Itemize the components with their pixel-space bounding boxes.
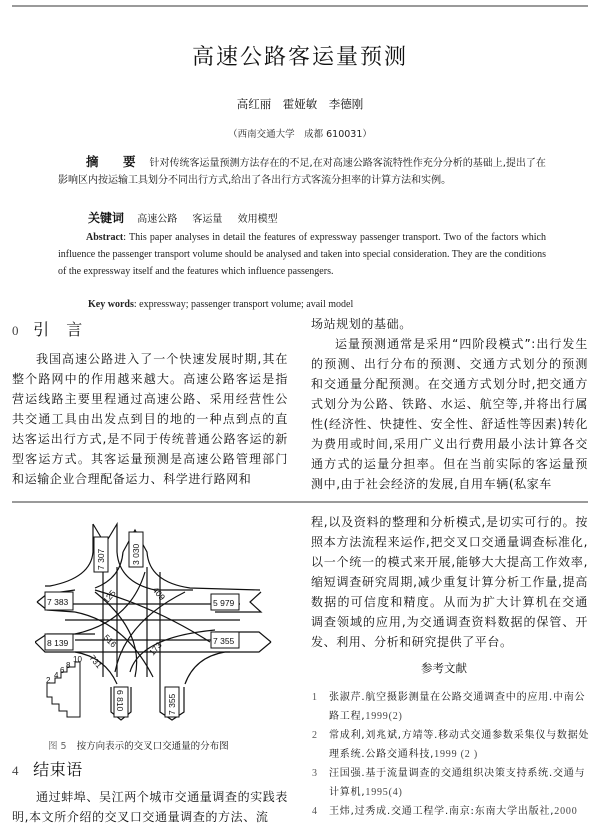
label-west-in: 8 139 bbox=[47, 638, 69, 648]
reference-item bbox=[312, 688, 590, 726]
label-south-out: 7 355 bbox=[167, 693, 177, 715]
label-diag-sw-outer: 731 bbox=[87, 652, 105, 671]
label-diag-nw: 125 bbox=[100, 587, 118, 606]
reference-text: 常成利,刘兆斌,方靖等.移动式交通参数采集仪与数据处理系统.公路交通科技, bbox=[329, 730, 590, 760]
affiliation: （西南交通大学 成都 610031） bbox=[228, 129, 372, 140]
section4-right-column bbox=[311, 512, 588, 652]
reference-item bbox=[312, 726, 590, 764]
paragraph: 场站规划的基础。 bbox=[311, 317, 412, 331]
section0-right-column bbox=[311, 314, 588, 494]
keywords-en: Key words: expressway; passenger transport volume; avail model bbox=[88, 299, 354, 310]
abstract-en-text: This paper analyses in detail the features of expressway passenger transport. Two of the factors which influence the passenger transport volume should be analysed and taken into special consideration. They are the conditions of the expressway itself and the features which influence passengers. bbox=[58, 232, 546, 277]
reference-year: 1999(2) bbox=[365, 711, 403, 722]
section-heading bbox=[12, 320, 288, 341]
paragraph: 我国高速公路进入了一个快速发展时期,其在整个路网中的作用越来越大。高速公路客运是指营运线路主要里程通过高速公路、采用经营性公共交通工具由出发点到目的地的一种点到点的直达客运出行方式,是不同于传统普通公路客运的新型客运方式。其客运量预测是高速公路管理部门和运输企业合理配备运力、科学进行路网和 bbox=[12, 352, 288, 486]
label-south-in: 6 810 bbox=[115, 690, 125, 712]
keyword: 客运量 bbox=[192, 214, 223, 225]
reference-number: 3 bbox=[312, 768, 318, 779]
reference-year: 2000 bbox=[554, 806, 578, 817]
label-north-out: 3 030 bbox=[131, 543, 141, 565]
label-east-out: 7 355 bbox=[213, 636, 235, 646]
label-east-in: 5 979 bbox=[213, 598, 235, 608]
reference-text: 汪国强.基于流量调查的交通组织决策支持系统.交通与计算机, bbox=[329, 768, 586, 798]
paragraph: 运量预测通常是采用“四阶段模式”:出行发生的预测、出行分布的预测、交通方式划分的预测和交通量分配预测。在交通方式划分时,把交通方式划分为公路、铁路、水运、航空等,并将出行属性(经济性、快捷性、安全性、舒适性等因素)转化为费用或时间,采用广义出行费用最小法计算各交通方式的运量分担率。但在当前实际的客运量预测中,由于社会经济的发展,自用车辆(私家车 bbox=[311, 337, 588, 491]
references-list bbox=[312, 688, 590, 821]
figure-number: 图 5 bbox=[48, 741, 67, 752]
reference-year: 1999 (2 ) bbox=[434, 749, 479, 760]
keywords-en-label: Key words bbox=[88, 299, 134, 310]
top-rule bbox=[12, 5, 588, 7]
section-number: 4 bbox=[12, 763, 20, 778]
section-heading bbox=[12, 760, 288, 781]
reference-text: 张淑芹.航空摄影测量在公路交通调查中的应用.中南公路工程, bbox=[329, 692, 586, 722]
abstract-cn-text: 针对传统客运量预测方法存在的不足,在对高速公路客流特性作充分分析的基础上,提出了在影响区内按运输工具划分不同出行方式,给出了各出行方式客流分担率的计算方法和实例。 bbox=[58, 158, 546, 186]
figure-caption bbox=[48, 738, 229, 752]
reference-number: 1 bbox=[312, 692, 318, 703]
keyword: 高速公路 bbox=[137, 214, 178, 225]
abstract-en-label: Abstract bbox=[86, 232, 124, 243]
keyword: 效用模型 bbox=[237, 214, 278, 225]
scale-tick: 10 bbox=[73, 655, 82, 664]
section-number: 0 bbox=[12, 323, 20, 338]
reference-number: 4 bbox=[312, 806, 318, 817]
figure-caption-text: 按方向表示的交叉口交通量的分布图 bbox=[76, 741, 229, 752]
section-title: 引 言 bbox=[33, 320, 83, 339]
keywords-en-text: expressway; passenger transport volume; avail model bbox=[139, 299, 354, 310]
reference-year: 1995(4) bbox=[365, 787, 403, 798]
label-diag-se: 173 bbox=[146, 639, 164, 658]
reference-text: 王炜,过秀成.交通工程学.南京:东南大学出版社, bbox=[329, 806, 555, 817]
section-title: 结束语 bbox=[33, 760, 83, 779]
reference-item bbox=[312, 764, 590, 802]
scale-tick: 4 bbox=[54, 671, 59, 680]
scale-tick: 2 bbox=[46, 676, 51, 685]
paragraph: 程,以及资料的整理和分析模式,是切实可行的。按照本方法流程来运作,把交叉口交通量调查标准化,以一个统一的模式来开展,能够大大提高工作效率,缩短调查研究周期,减少重复计算分析工作量,提高数据的可信度和精度。从而为扩大计算机在交通调查领域的应用,为交通调查资料数据的保管、开发、利用、分析和研究提供了平台。 bbox=[311, 515, 588, 649]
label-north-in: 7 307 bbox=[96, 548, 106, 570]
label-diag-ne: 409 bbox=[150, 584, 168, 603]
abstract-en: Abstract: This paper analyses in detail the features of expressway passenger transport. Two of the factors which influence the passenger transport volume should be analysed and taken into special consideration. They are the conditions of the expressway itself and the features which influence passengers. bbox=[58, 232, 546, 277]
reference-number: 2 bbox=[312, 730, 318, 741]
references-title: 参考文献 bbox=[421, 661, 467, 675]
abstract-cn-label: 摘 要 bbox=[86, 154, 142, 169]
label-west-out: 7 383 bbox=[47, 597, 69, 607]
paper-title: 高速公路客运量预测 bbox=[191, 45, 408, 70]
scale-tick: 6 bbox=[60, 666, 65, 675]
intersection-flow-diagram bbox=[35, 512, 275, 722]
abstract-cn bbox=[58, 153, 548, 189]
section4-left-column bbox=[12, 760, 288, 827]
north-out-arrow bbox=[123, 530, 260, 590]
page-break-rule bbox=[12, 501, 588, 503]
section0-left-column bbox=[12, 320, 288, 489]
scale-tick: 8 bbox=[66, 661, 71, 670]
keywords-cn bbox=[88, 209, 290, 226]
keywords-cn-label: 关键词 bbox=[88, 211, 125, 225]
paragraph: 通过蚌埠、吴江两个城市交通量调查的实践表明,本文所介绍的交叉口交通量调查的方法、流 bbox=[12, 790, 289, 824]
label-diag-sw: 516 bbox=[101, 632, 119, 650]
reference-item bbox=[312, 802, 590, 821]
authors: 高红丽 霍娅敏 李德刚 bbox=[236, 97, 364, 111]
